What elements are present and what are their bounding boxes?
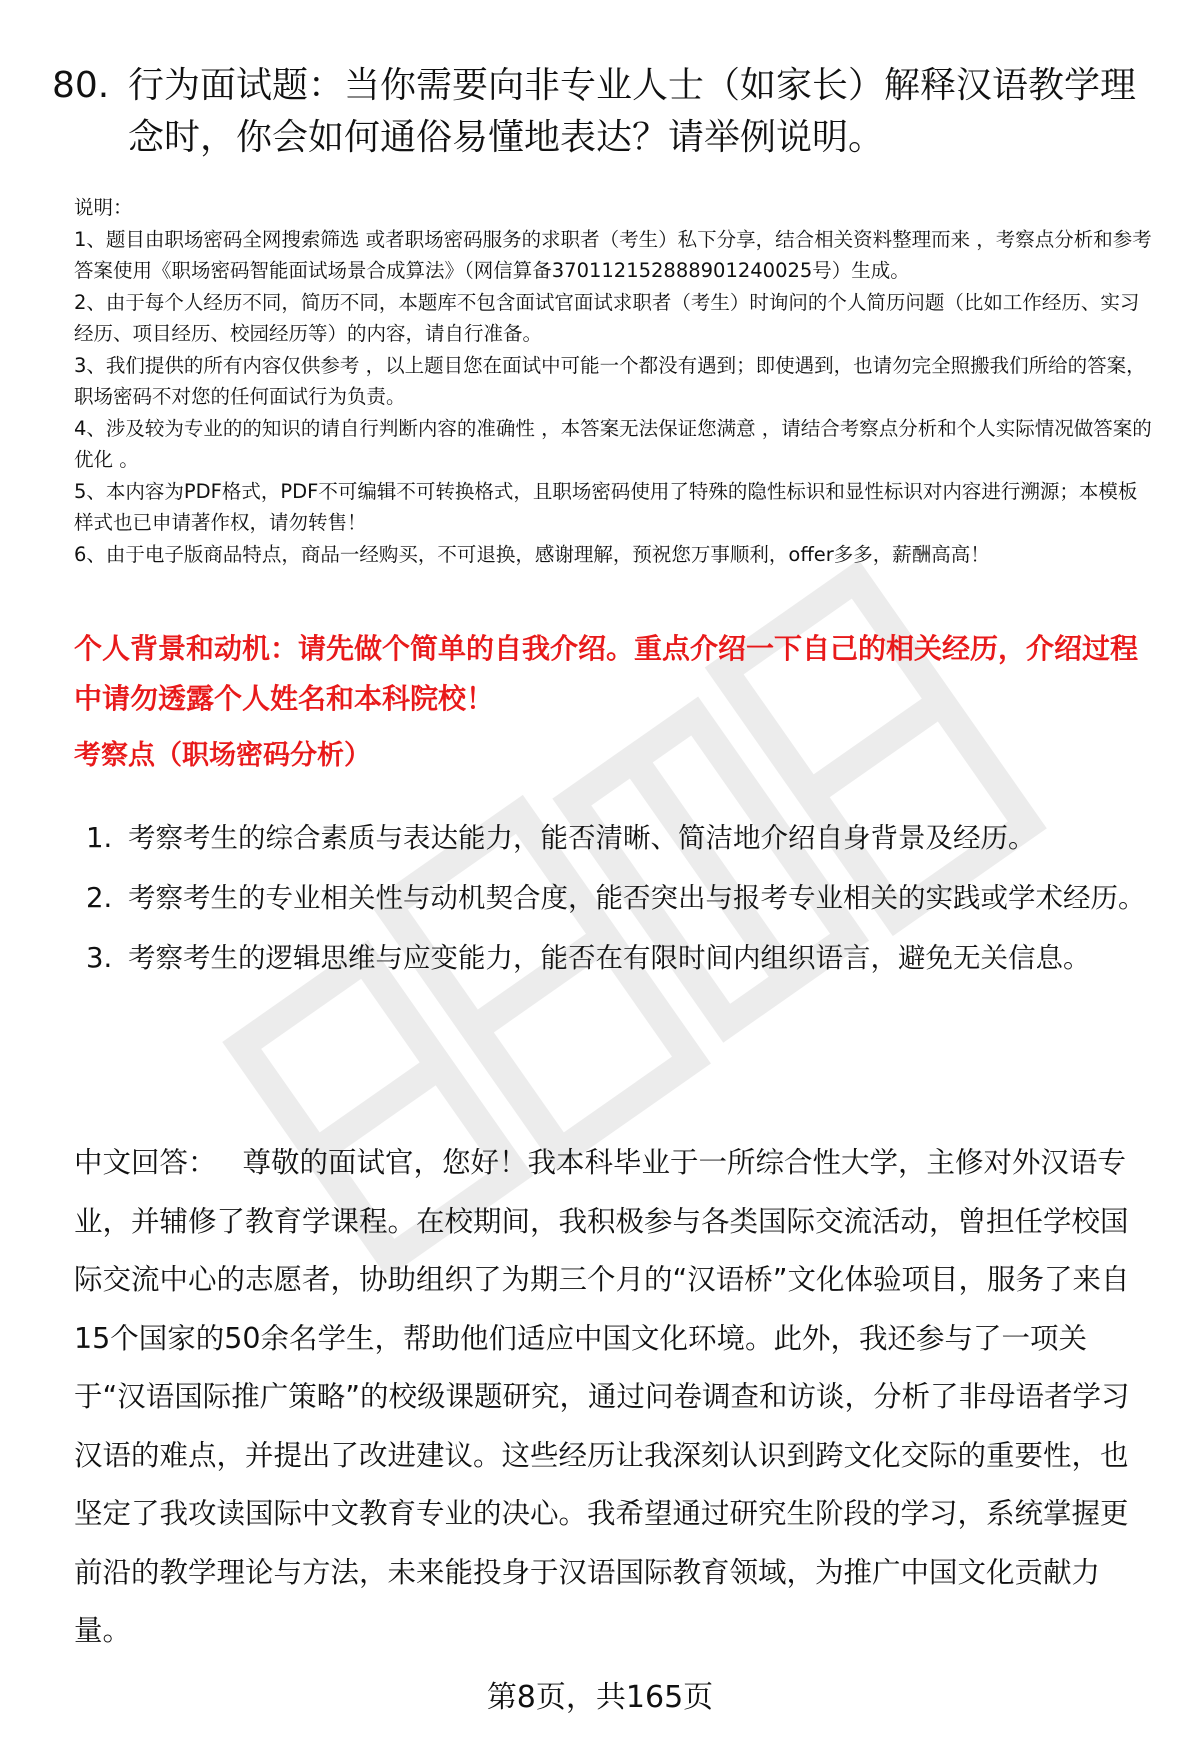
note-item: 1、题目由职场密码全网搜索筛选 或者职场密码服务的求职者（考生）私下分享，结合相关资料整理而来 ，考察点分析和参考答案使用《职场密码智能面试场景合成算法》（网信算备370112152888901240025号）生成。 [74, 227, 1152, 282]
points-heading: 考察点（职场密码分析） [74, 740, 371, 771]
point-text: 考察考生的逻辑思维与应变能力，能否在有限时间内组织语言，避免无关信息。 [128, 942, 1091, 974]
notes-block [74, 192, 1154, 570]
note-item: 6、由于电子版商品特点，商品一经购买，不可退换，感谢理解，预祝您万事顺利，offer多多，薪酬高高！ [74, 542, 990, 566]
point-item [74, 868, 1154, 928]
point-number: 2. [86, 882, 113, 914]
point-number: 3. [86, 942, 113, 974]
page-footer: 第8页，共165页 [486, 1680, 714, 1715]
note-item: 4、涉及较为专业的的知识的请自行判断内容的准确性 ，本答案无法保证您满意 ，请结合考察点分析和个人实际情况做答案的优化 。 [74, 416, 1152, 471]
point-number: 1. [86, 822, 113, 854]
note-item: 5、本内容为PDF格式，PDF不可编辑不可转换格式，且职场密码使用了特殊的隐性标识和显性标识对内容进行溯源；本模板样式也已申请著作权，请勿转售！ [74, 479, 1138, 534]
point-item [74, 928, 1154, 988]
note-item: 3、我们提供的所有内容仅供参考 ，以上题目您在面试中可能一个都没有遇到；即使遇到，也请勿完全照搬我们所给的答案，职场密码不对您的任何面试行为负责。 [74, 353, 1146, 408]
question-title [52, 60, 1152, 164]
points-list [74, 808, 1154, 988]
answer-block [74, 1134, 1154, 1661]
answer-label: 中文回答： [74, 1146, 217, 1179]
point-text: 考察考生的综合素质与表达能力，能否清晰、简洁地介绍自身背景及经历。 [128, 822, 1036, 854]
notes-title: 说明： [74, 196, 133, 219]
answer-text: 尊敬的面试官，您好！我本科毕业于一所综合性大学，主修对外汉语专业，并辅修了教育学课程。在校期间，我积极参与各类国际交流活动，曾担任学校国际交流中心的志愿者，协助组织了为期三个月的“汉语桥”文化体验项目，服务了来自15个国家的50余名学生，帮助他们适应中国文化环境。此外，我还参与了一项关于“汉语国际推广策略”的校级课题研究，通过问卷调查和访谈，分析了非母语者学习汉语的难点，并提出了改进建议。这些经历让我深刻认识到跨文化交际的重要性，也坚定了我攻读国际中文教育专业的决心。我希望通过研究生阶段的学习，系统掌握更前沿的教学理论与方法，未来能投身于汉语国际教育领域，为推广中国文化贡献力量。 [74, 1146, 1130, 1647]
question-number: 80. [52, 65, 110, 106]
background-heading: 个人背景和动机：请先做个简单的自我介绍。重点介绍一下自己的相关经历，介绍过程中请勿透露个人姓名和本科院校！ [74, 632, 1139, 715]
point-text: 考察考生的专业相关性与动机契合度，能否突出与报考专业相关的实践或学术经历。 [128, 882, 1146, 914]
note-item: 2、由于每个人经历不同，简历不同，本题库不包含面试官面试求职者（考生）时询问的个人简历问题（比如工作经历、实习经历、项目经历、校园经历等）的内容，请自行准备。 [74, 290, 1140, 345]
question-text: 行为面试题：当你需要向非专业人士（如家长）解释汉语教学理念时，你会如何通俗易懂地表达？请举例说明。 [128, 65, 1137, 158]
point-item [74, 808, 1154, 868]
